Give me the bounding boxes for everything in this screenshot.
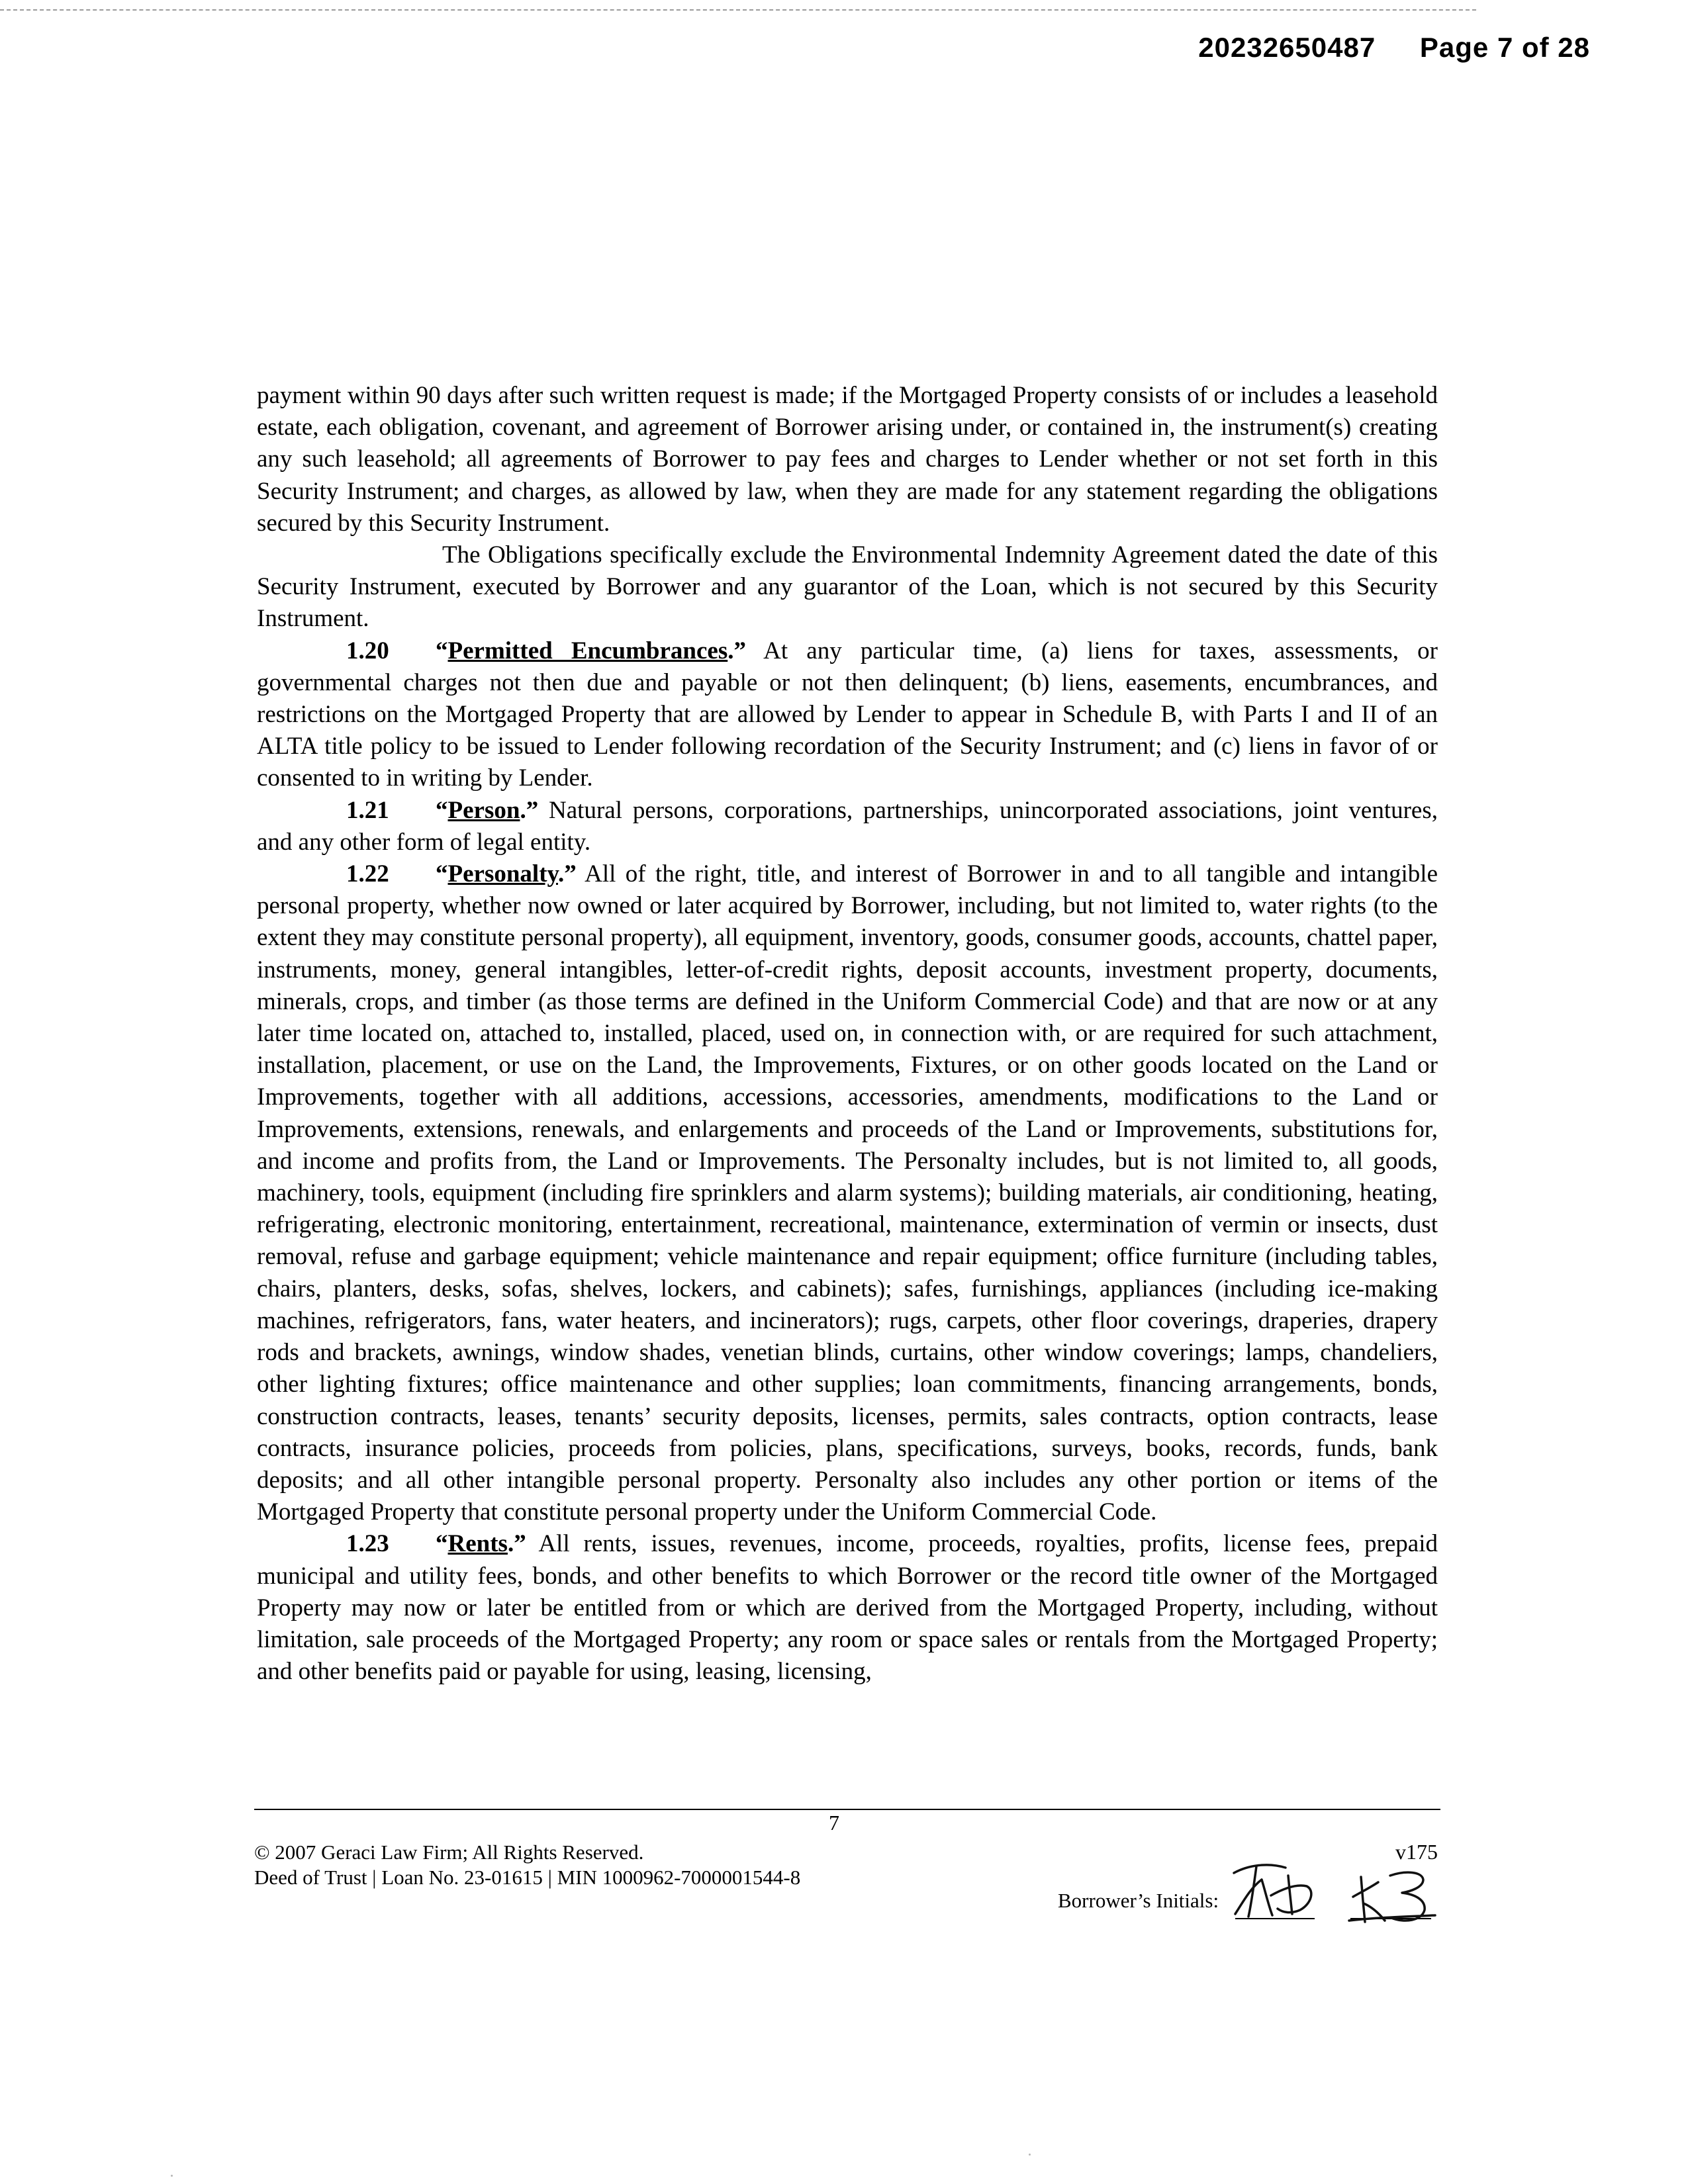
- handwritten-initials-signature: [1222, 1853, 1321, 1926]
- document-number: 20232650487: [1198, 32, 1376, 63]
- section-number: 1.23: [346, 1530, 389, 1558]
- page-indicator: Page 7 of 28: [1419, 32, 1590, 63]
- section-number: 1.20: [346, 637, 389, 664]
- defined-term-label: Personalty: [447, 860, 558, 888]
- handwritten-initials-signature: [1344, 1857, 1443, 1930]
- footer-rule: [254, 1809, 1440, 1810]
- section-number: 1.22: [346, 860, 389, 888]
- paragraph-obligations-exclusion: The Obligations specifically exclude the Environmental Indemnity Agreement dated the date of this Security Instrument, executed by Borrower and any guarantor of the Loan, which is not secured by this Security Instrument.: [257, 541, 1438, 633]
- version-label: v175: [1395, 1840, 1438, 1864]
- defined-term-label: Rents: [447, 1530, 508, 1558]
- section-1-23: [257, 1528, 1438, 1688]
- defined-term-label: Person: [447, 796, 520, 824]
- section-number: 1.21: [346, 796, 389, 824]
- defined-term: “Permitted Encumbrances.”: [436, 637, 746, 664]
- section-1-20: [257, 635, 1438, 795]
- section-text: At any particular time, (a) liens for taxes, assessments, or governmental charges not then due and payable or not then delinquent; (b) liens, easements, encumbrances, and restrictions on the Mortgaged Property that are allowed by Lender to appear in Schedule B, with Parts I and II of an ALTA title policy to be issued to Lender following recordation of the Security Instrument; and (c) liens in favor of or consented to in writing by Lender.: [257, 637, 1438, 792]
- section-1-22: [257, 858, 1438, 1528]
- scan-edge-mark: [0, 9, 1476, 11]
- paragraph-continuation: payment within 90 days after such written request is made; if the Mortgaged Property consists of or includes a leasehold estate, each obligation, covenant, and agreement of Borrower arising under, or contained in, the instrument(s) creating any such leasehold; all agreements of Borrower to pay fees and charges to Lender whether or not set forth in this Security Instrument; and charges, as allowed by law, when they are made for any statement regarding the obligations secured by this Security Instrument.: [257, 382, 1438, 537]
- section-1-21: [257, 795, 1438, 858]
- section-text: Natural persons, corporations, partnerships, unincorporated associations, joint ventures, and any other form of legal entity.: [257, 796, 1438, 856]
- defined-term-label: Permitted Encumbrances: [447, 637, 728, 664]
- defined-term: “Personalty.”: [436, 860, 577, 888]
- defined-term: “Person.”: [436, 796, 539, 824]
- footer-info: [254, 1840, 800, 1890]
- document-body: [257, 380, 1438, 1688]
- document-info: Deed of Trust | Loan No. 23-01615 | MIN 1000962-7000001544-8: [254, 1866, 801, 1889]
- scan-speck: [1029, 2154, 1031, 2156]
- page-number: 7: [829, 1811, 839, 1835]
- section-text: All of the right, title, and interest of Borrower in and to all tangible and intangible personal property, whether now owned or later acquired by Borrower, including, but not limited to, water rights (to the extent they may constitute personal property), all equipment, inventory, goods, consumer goods, accounts, chattel paper, instruments, money, general intangibles, letter-of-credit rights, deposit accounts, investment property, documents, minerals, crops, and timber (as those terms are defined in the Uniform Commercial Code) and that are now or at any later time located on, attached to, installed, placed, used on, in connection with, or are required for such attachment, installation, placement, or use on the Land, the Improvements, Fixtures, or on other goods located on the Land or Improvements, together with all additions, accessions, accessories, amendments, modifications to the Land or Improvements, extensions, renewals, and enlargements and proceeds of the Land or Improvements, substitutions for, and income and profits from, the Land or Improvements. The Personalty includes, but is not limited to, all goods, machinery, tools, equipment (including fire sprinklers and alarm systems); building materials, air conditioning, heating, refrigerating, electronic monitoring, entertainment, recreational, maintenance, extermination of vermin or insects, dust removal, refuse and garbage equipment; vehicle maintenance and repair equipment; office furniture (including tables, chairs, planters, desks, sofas, shelves, lockers, and cabinets); safes, furnishings, appliances (including ice-making machines, refrigerators, fans, water heaters, and incinerators); rugs, carpets, other floor coverings, draperies, drapery rods and brackets, awnings, window shades, venetian blinds, curtains, other window coverings; lamps, chandeliers, other lighting fixtures; office maintenance and other supplies; loan commitments, financing arrangements, bonds, construction contracts, leases, tenants’ security deposits, licenses, permits, sales contracts, option contracts, lease contracts, insurance policies, proceeds from policies, plans, specifications, surveys, books, records, funds, bank deposits; and all other intangible personal property. Personalty also includes any other portion or items of the Mortgaged Property that constitute personal property under the Uniform Commercial Code.: [257, 860, 1438, 1526]
- borrower-initials-label: Borrower’s Initials:: [1058, 1889, 1219, 1912]
- recording-header: [1198, 32, 1590, 64]
- copyright-notice: © 2007 Geraci Law Firm; All Rights Reserved.: [254, 1841, 644, 1864]
- defined-term: “Rents.”: [436, 1530, 526, 1558]
- scan-speck: [171, 2175, 173, 2177]
- section-text: All rents, issues, revenues, income, proceeds, royalties, profits, license fees, prepaid municipal and utility fees, bonds, and other benefits to which Borrower or the record title owner of the Mortgaged Property may now or later be entitled from or which are derived from the Mortgaged Property, including, without limitation, sale proceeds of the Mortgaged Property; any room or space sales or rentals from the Mortgaged Property; and other benefits paid or payable for using, leasing, licensing,: [257, 1530, 1438, 1686]
